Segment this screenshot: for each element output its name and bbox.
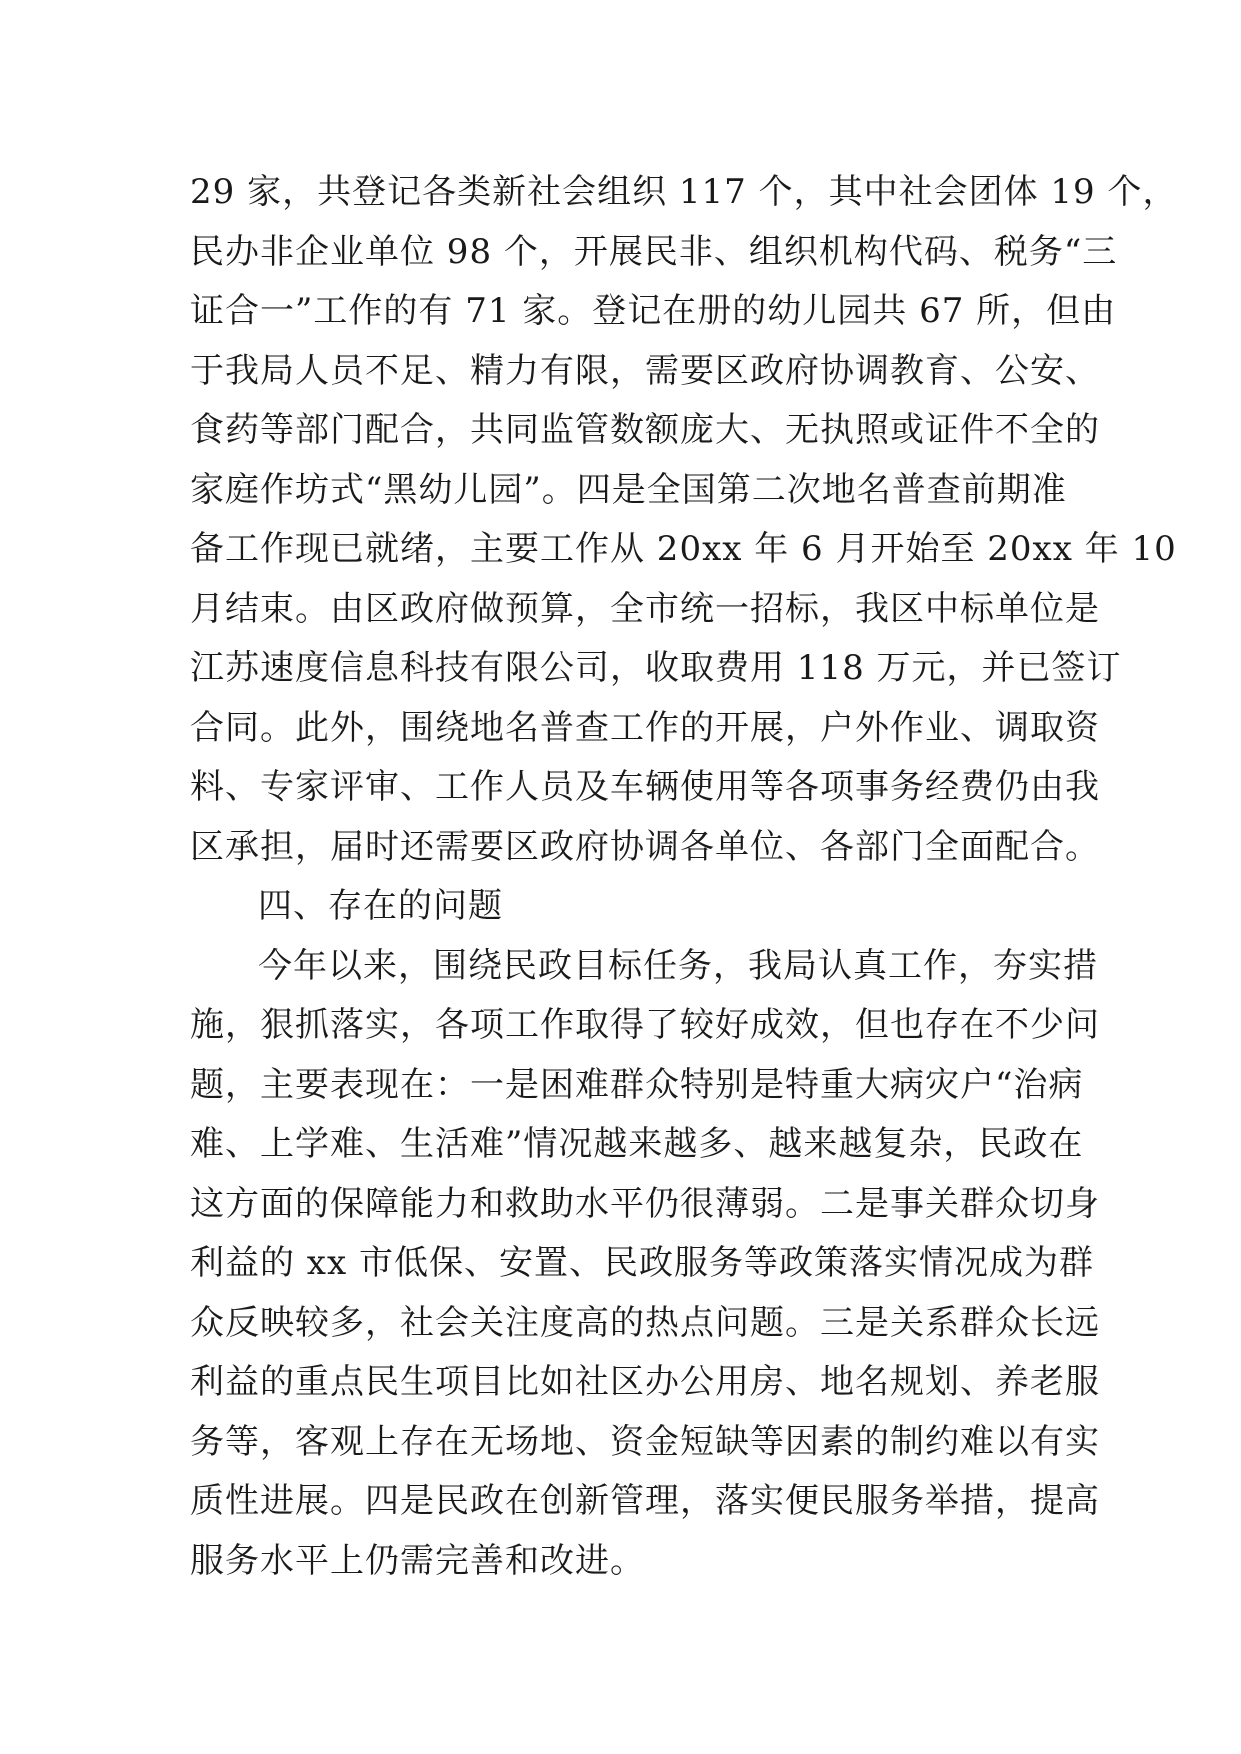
text-line: 区承担，届时还需要区政府协调各单位、各部门全面配合。: [190, 826, 1100, 867]
text-line: 服务水平上仍需完善和改进。: [190, 1540, 645, 1581]
text-line: 利益的 xx 市低保、安置、民政服务等政策落实情况成为群: [190, 1243, 1094, 1283]
paragraph-problems: [190, 937, 1100, 1592]
text-line: 施，狠抓落实，各项工作取得了较好成效，但也存在不少问: [190, 1005, 1100, 1045]
text-line: 证合一”工作的有 71 家。登记在册的幼儿园共 67 所，但由: [190, 291, 1117, 331]
text-line: 备工作现已就绪，主要工作从 20xx 年 6 月开始至 20xx 年 10: [190, 529, 1177, 569]
text-line: 29 家，共登记各类新社会组织 117 个，其中社会团体 19 个，: [190, 172, 1178, 212]
text-line: 月结束。由区政府做预算，全市统一招标，我区中标单位是: [190, 588, 1100, 629]
text-line: 食药等部门配合，共同监管数额庞大、无执照或证件不全的: [190, 410, 1100, 450]
text-line: 江苏速度信息科技有限公司，收取费用 118 万元，并已签订: [190, 648, 1122, 688]
text-line: 于我局人员不足、精力有限，需要区政府协调教育、公安、: [190, 350, 1100, 391]
text-line: 务等，客观上存在无场地、资金短缺等因素的制约难以有实: [190, 1421, 1100, 1462]
paragraph-continued: [190, 163, 1178, 877]
text-line: 这方面的保障能力和救助水平仍很薄弱。二是事关群众切身: [190, 1183, 1100, 1224]
text-line: 难、上学难、生活难”情况越来越多、越来越复杂，民政在: [190, 1124, 1084, 1164]
text-line: 质性进展。四是民政在创新管理，落实便民服务举措，提高: [190, 1481, 1100, 1521]
text-line: 今年以来，围绕民政目标任务，我局认真工作，夯实措: [258, 945, 1098, 986]
text-line: 民办非企业单位 98 个，开展民非、组织机构代码、税务“三: [190, 231, 1118, 272]
document-body: [190, 163, 1178, 1591]
text-line: 题，主要表现在：一是困难群众特别是特重大病灾户“治病: [190, 1064, 1084, 1105]
text-line: 家庭作坊式“黑幼儿园”。四是全国第二次地名普查前期准: [190, 469, 1067, 510]
text-line: 合同。此外，围绕地名普查工作的开展，户外作业、调取资: [190, 707, 1100, 748]
text-line: 料、专家评审、工作人员及车辆使用等各项事务经费仍由我: [190, 767, 1100, 807]
section-heading: 四、存在的问题: [258, 886, 503, 926]
text-line: 众反映较多，社会关注度高的热点问题。三是关系群众长远: [190, 1302, 1100, 1343]
text-line: 利益的重点民生项目比如社区办公用房、地名规划、养老服: [190, 1362, 1100, 1402]
